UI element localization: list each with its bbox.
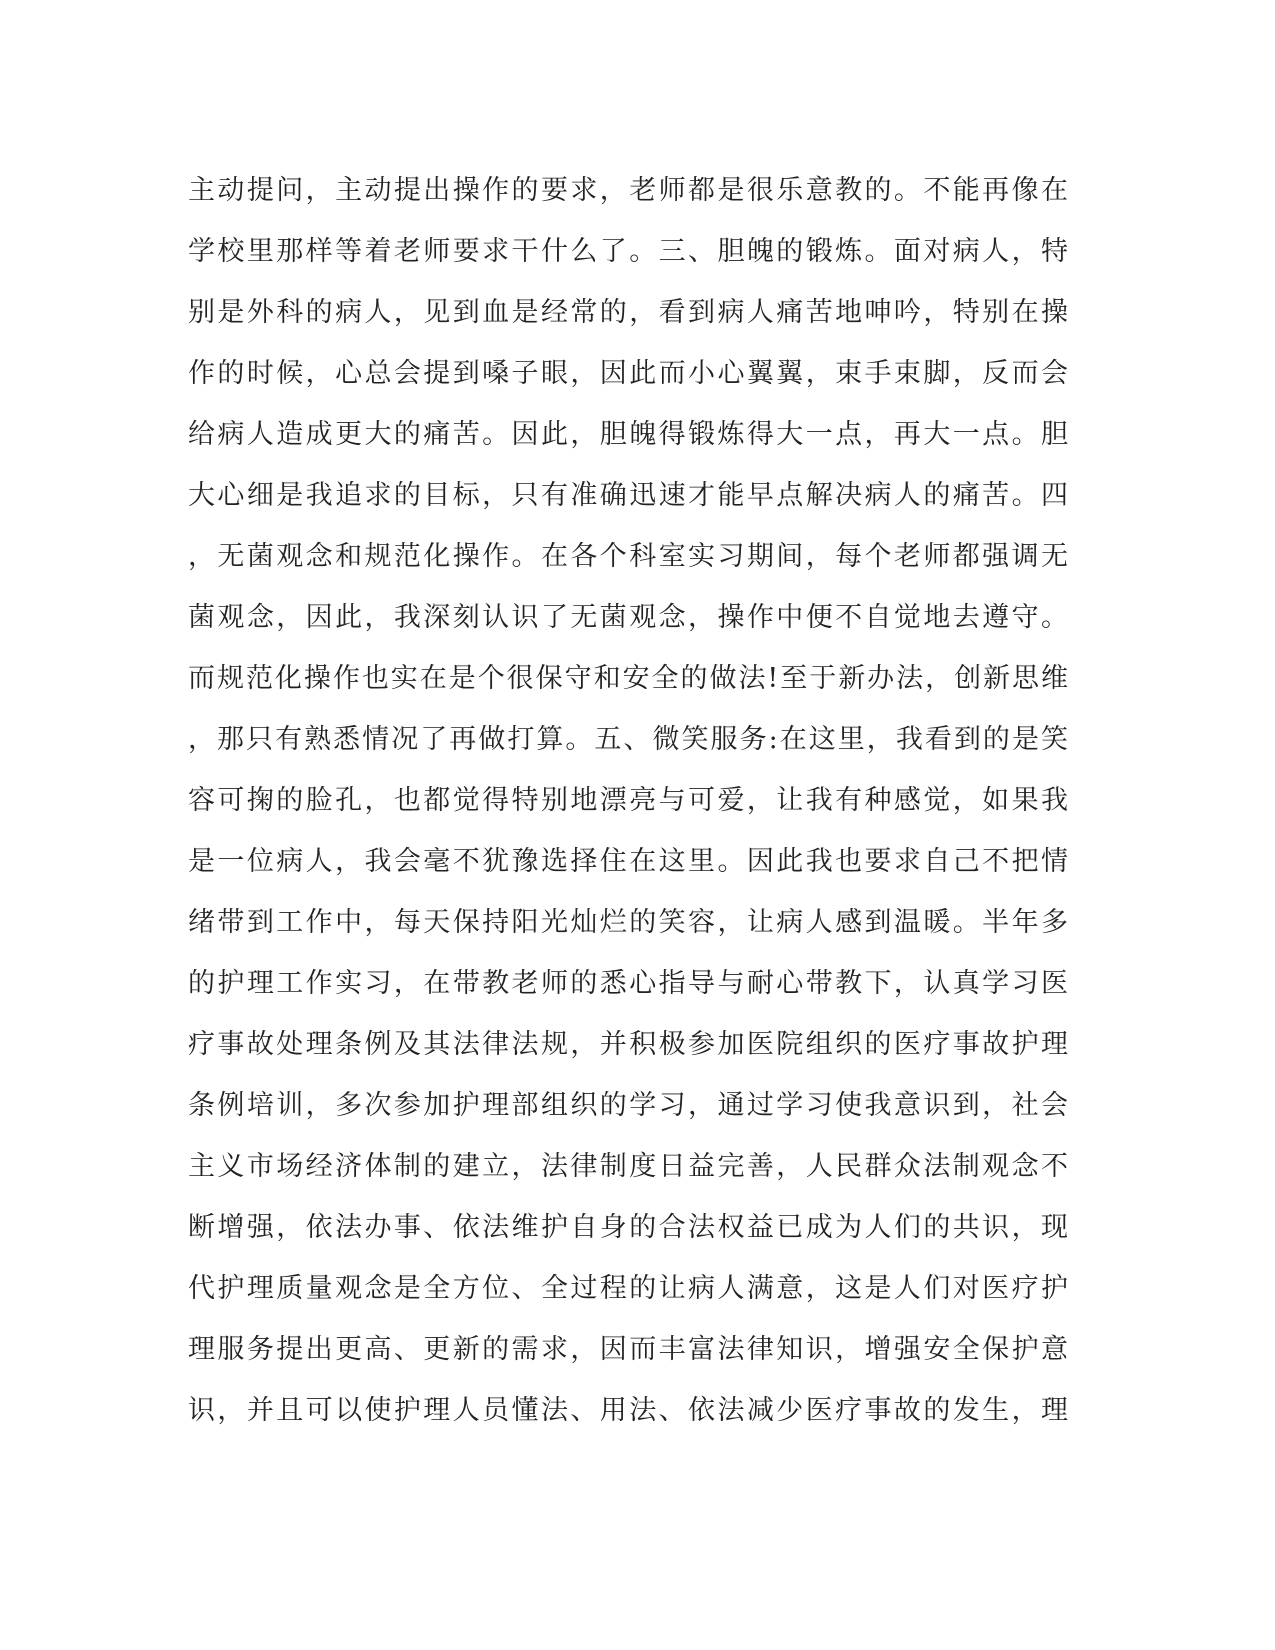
text-line: 疗事故处理条例及其法律法规，并积极参加医院组织的医疗事故护理: [188, 1029, 1068, 1060]
text-line: 而规范化操作也实在是个很保守和安全的做法!至于新办法，创新思维: [188, 663, 1068, 694]
text-line: 绪带到工作中，每天保持阳光灿烂的笑容，让病人感到温暖。半年多: [188, 907, 1068, 938]
text-line: 学校里那样等着老师要求干什么了。三、胆魄的锻炼。面对病人，特: [188, 236, 1068, 267]
text-line: 理服务提出更高、更新的需求，因而丰富法律知识，增强安全保护意: [188, 1334, 1068, 1365]
text-line: 主义市场经济体制的建立，法律制度日益完善，人民群众法制观念不: [188, 1151, 1068, 1182]
text-line: 给病人造成更大的痛苦。因此，胆魄得锻炼得大一点，再大一点。胆: [188, 419, 1068, 450]
text-line: 主动提问，主动提出操作的要求，老师都是很乐意教的。不能再像在: [188, 175, 1068, 206]
text-line: 断增强，依法办事、依法维护自身的合法权益已成为人们的共识，现: [188, 1212, 1068, 1243]
text-line: 大心细是我追求的目标，只有准确迅速才能早点解决病人的痛苦。四: [188, 480, 1068, 511]
body-text: [188, 160, 1068, 1441]
text-line: ，无菌观念和规范化操作。在各个科室实习期间，每个老师都强调无: [188, 541, 1068, 572]
text-line: 识，并且可以使护理人员懂法、用法、依法减少医疗事故的发生，理: [188, 1395, 1068, 1426]
text-line: 菌观念，因此，我深刻认识了无菌观念，操作中便不自觉地去遵守。: [188, 602, 1068, 633]
text-line: 是一位病人，我会毫不犹豫选择住在这里。因此我也要求自己不把情: [188, 846, 1068, 877]
text-line: 的护理工作实习，在带教老师的悉心指导与耐心带教下，认真学习医: [188, 968, 1068, 999]
text-line: 代护理质量观念是全方位、全过程的让病人满意，这是人们对医疗护: [188, 1273, 1068, 1304]
text-line: 容可掬的脸孔，也都觉得特别地漂亮与可爱，让我有种感觉，如果我: [188, 785, 1068, 816]
text-line: 条例培训，多次参加护理部组织的学习，通过学习使我意识到，社会: [188, 1090, 1068, 1121]
text-line: 作的时候，心总会提到嗓子眼，因此而小心翼翼，束手束脚，反而会: [188, 358, 1068, 389]
text-line: 别是外科的病人，见到血是经常的，看到病人痛苦地呻吟，特别在操: [188, 297, 1068, 328]
text-line: ，那只有熟悉情况了再做打算。五、微笑服务:在这里，我看到的是笑: [188, 724, 1068, 755]
